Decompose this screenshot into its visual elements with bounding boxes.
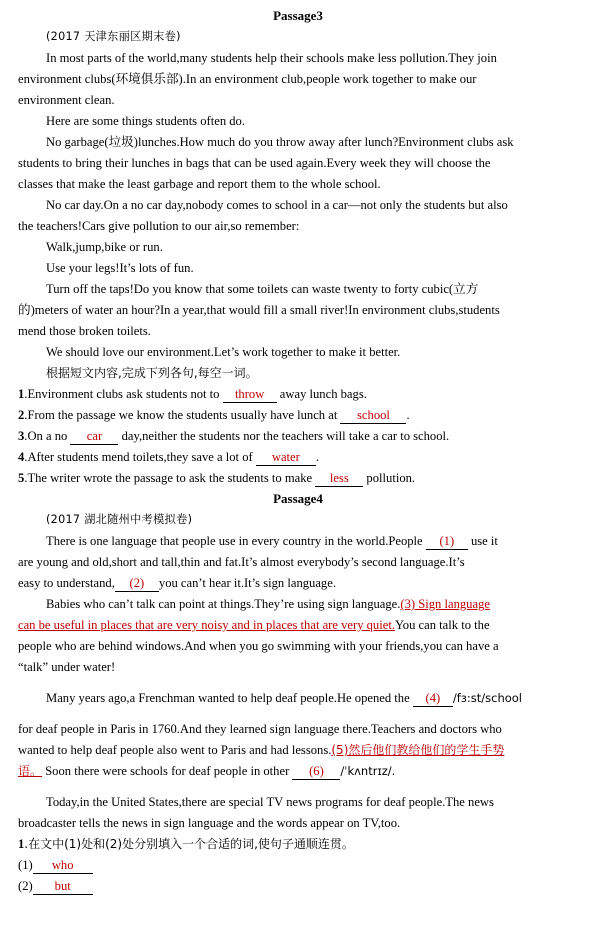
p3-line-11: Use your legs!It’s lots of fun.: [46, 261, 194, 275]
p3-line-1: In most parts of the world,many students help their schools make less pollution.They join: [46, 51, 497, 65]
p4-line-11: [18, 761, 578, 782]
p3-question-4: [18, 447, 578, 468]
underlined-sentence-5: 语。: [18, 764, 43, 778]
answer-blank: but: [33, 879, 93, 895]
question-text: .: [406, 408, 410, 422]
answer-blank: car: [70, 429, 118, 445]
line-text: use it: [467, 534, 498, 548]
passage3-title: Passage3: [273, 8, 323, 23]
p3-line-8: No car day.On a no car day,nobody comes to school in a car—not only the students but also: [46, 198, 508, 212]
answer-blank: school: [340, 408, 406, 424]
p4-line-2: are young and old,short and tall,thin and fat.It’s almost everybody’s second language.It’s: [18, 555, 465, 569]
p4-line-13: broadcaster tells the news in sign language and the words appear on TV,too.: [18, 816, 401, 830]
underlined-sentence-3: can be useful in places that are very noisy and in places that are very quiet.: [18, 618, 395, 632]
p4-line-8: [18, 688, 578, 709]
p3-line-12: Turn off the taps!Do you know that some toilets can waste twenty to forty cubic(立方: [46, 282, 479, 296]
p4-line-5: [18, 615, 578, 636]
p3-question-2: [18, 405, 578, 426]
question-text: .在文中(1)处和(2)处分别填入一个合适的词,使句子通顺连贯。: [24, 837, 354, 851]
question-number: 3: [18, 429, 25, 443]
line-text: easy to understand,: [18, 576, 115, 590]
phonetic-hint: /ˈkʌntrɪz/.: [340, 764, 396, 778]
answer-blank: less: [315, 471, 363, 487]
question-number: 4: [18, 450, 25, 464]
p4-line-6: people who are behind windows.And when you go swimming with your friends,you can have a: [18, 639, 499, 653]
p4-line-3: [18, 573, 578, 594]
p3-line-15: We should love our environment.Let’s work together to make it better.: [46, 345, 401, 359]
question-number: 1: [18, 837, 25, 851]
p3-line-9: the teachers!Cars give pollution to our air,so remember:: [18, 219, 300, 233]
p3-line-4: Here are some things students often do.: [46, 114, 246, 128]
p3-line-10: Walk,jump,bike or run.: [46, 240, 163, 254]
line-text: wanted to help deaf people also went to Paris and had lessons.: [18, 743, 332, 757]
p3-line-6: students to bring their lunches in bags that can be used again.Every week they will choose the: [18, 156, 491, 170]
passage3-source: (2017 天津东丽区期末卷): [46, 30, 181, 43]
question-text: day,neither the students nor the teachers will take a car to school.: [118, 429, 450, 443]
answer-label: (2): [18, 879, 33, 893]
document-page: [18, 6, 578, 897]
p4-line-12: Today,in the United States,there are special TV news programs for deaf people.The news: [46, 795, 494, 809]
blank-4: (4): [413, 691, 453, 707]
answer-label: (1): [18, 858, 33, 872]
question-text: .From the passage we know the students usually have lunch at: [24, 408, 341, 422]
question-number: 2: [18, 408, 25, 422]
line-text: Soon there were schools for deaf people in other: [42, 764, 293, 778]
blank-6: (6): [292, 764, 340, 780]
answer-blank: who: [33, 858, 93, 874]
question-number: 5: [18, 471, 25, 485]
p3-question-1: [18, 384, 578, 405]
p3-line-5: No garbage(垃圾)lunches.How much do you throw away after lunch?Environment clubs ask: [46, 135, 514, 149]
question-text: away lunch bags.: [276, 387, 367, 401]
passage4-source: (2017 湖北随州中考模拟卷): [46, 513, 193, 526]
question-text: pollution.: [363, 471, 416, 485]
underlined-sentence-3: (3) Sign language: [400, 597, 490, 611]
p4-line-7: “talk” under water!: [18, 660, 116, 674]
blank-2: (2): [115, 576, 159, 592]
p3-line-13: 的)meters of water an hour?In a year,that would fill a small river!In environment clubs,students: [18, 303, 500, 317]
p4-line-1: [18, 531, 578, 552]
phonetic-hint: /fɜ:st/school: [452, 691, 523, 705]
question-text: .After students mend toilets,they save a lot of: [24, 450, 256, 464]
underlined-sentence-5: (5)然后他们教给他们的学生手势: [331, 743, 505, 757]
line-text: There is one language that people use in every country in the world.People: [46, 534, 426, 548]
line-text: Many years ago,a Frenchman wanted to help deaf people.He opened the: [46, 691, 413, 705]
p3-line-7: classes that make the least garbage and report them to the whole school.: [18, 177, 381, 191]
question-text: .Environment clubs ask students not to: [24, 387, 223, 401]
p4-line-9: for deaf people in Paris in 1760.And they learned sign language there.Teachers and doctors who: [18, 722, 502, 736]
p4-line-4: [18, 594, 578, 615]
question-text: .The writer wrote the passage to ask the students to make: [24, 471, 316, 485]
answer-blank: throw: [223, 387, 277, 403]
question-number: 1: [18, 387, 25, 401]
p3-line-3: environment clean.: [18, 93, 115, 107]
line-text: You can talk to the: [394, 618, 490, 632]
p3-line-14: mend those broken toilets.: [18, 324, 151, 338]
passage4-title: Passage4: [273, 491, 323, 506]
p4-answer-2: [18, 876, 578, 897]
p4-answer-1: [18, 855, 578, 876]
line-text: Babies who can’t talk can point at things.They’re using sign language.: [46, 597, 401, 611]
p4-question-1: [18, 834, 578, 855]
p3-instruction: 根据短文内容,完成下列各句,每空一词。: [46, 366, 258, 380]
answer-blank: water: [256, 450, 316, 466]
p4-line-10: [18, 740, 578, 761]
question-text: .: [315, 450, 319, 464]
question-text: .On a no: [24, 429, 71, 443]
p3-question-5: [18, 468, 578, 489]
p3-line-2: environment clubs(环境俱乐部).In an environment club,people work together to make our: [18, 72, 477, 86]
blank-1: (1): [426, 534, 468, 550]
line-text: you can’t hear it.It’s sign language.: [158, 576, 336, 590]
p3-question-3: [18, 426, 578, 447]
